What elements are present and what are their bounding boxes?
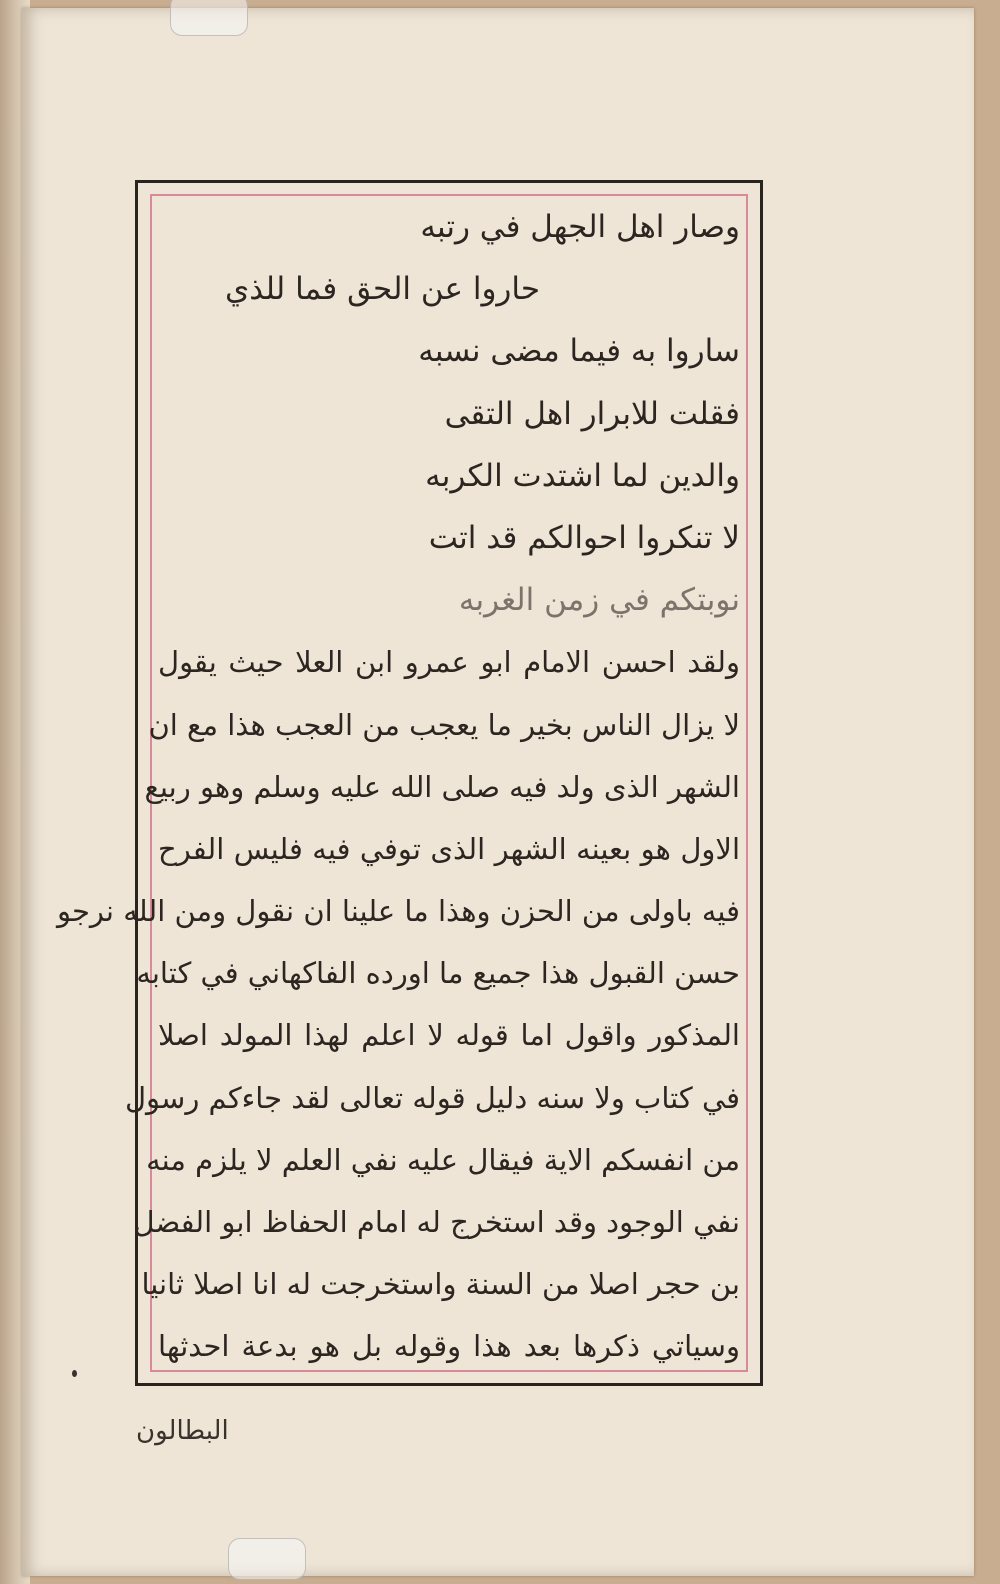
- poem-line: وصار اهل الجهل في رتبه: [420, 209, 740, 245]
- catchword: البطالون: [136, 1416, 229, 1446]
- prose-line: وسياتي ذكرها بعد هذا وقوله بل هو بدعة احدثها: [158, 1329, 740, 1364]
- poem-line: ساروا به فيما مضى نسبه: [418, 333, 740, 370]
- prose-line: الشهر الذى ولد فيه صلى الله عليه وسلم وهو ربيع: [144, 769, 740, 804]
- prose-line: ولقد احسن الامام ابو عمرو ابن العلا حيث يقول: [158, 645, 740, 680]
- poem-line: والدين لما اشتدت الكربه: [425, 457, 740, 494]
- poem-line: لا تنكروا احوالكم قد اتت: [428, 519, 740, 556]
- poem-line: حاروا عن الحق فما للذي: [224, 271, 540, 308]
- prose-line: حسن القبول هذا جميع ما اورده الفاكهاني في كتابه: [136, 956, 740, 991]
- top-clip: [170, 0, 248, 36]
- prose-line: الاول هو بعينه الشهر الذى توفي فيه فليس الفرح: [158, 831, 740, 866]
- prose-line: من انفسكم الاية فيقال عليه نفي العلم لا يلزم منه: [146, 1142, 740, 1177]
- bottom-clip: [228, 1538, 306, 1580]
- poem-line: نوبتكم في زمن الغربه: [458, 582, 740, 619]
- manuscript-text: [57, 196, 740, 1378]
- prose-line: لا يزال الناس بخير ما يعجب من العجب هذا مع ان: [148, 707, 740, 742]
- prose-line: المذكور واقول اما قوله لا اعلم لهذا المولد اصلا: [158, 1018, 740, 1053]
- prose-line: فيه باولى من الحزن وهذا ما علينا ان نقول ومن الله نرجو: [57, 894, 740, 929]
- prose-line: نفي الوجود وقد استخرج له امام الحفاظ ابو الفضل: [133, 1205, 740, 1239]
- prose-line: بن حجر اصلا من السنة واستخرجت له انا اصلا ثانيا: [141, 1267, 740, 1302]
- ink-dot: [72, 1370, 77, 1377]
- poem-line: فقلت للابرار اهل التقى: [444, 395, 740, 432]
- prose-line: في كتاب ولا سنه دليل قوله تعالى لقد جاءكم رسول: [124, 1080, 740, 1115]
